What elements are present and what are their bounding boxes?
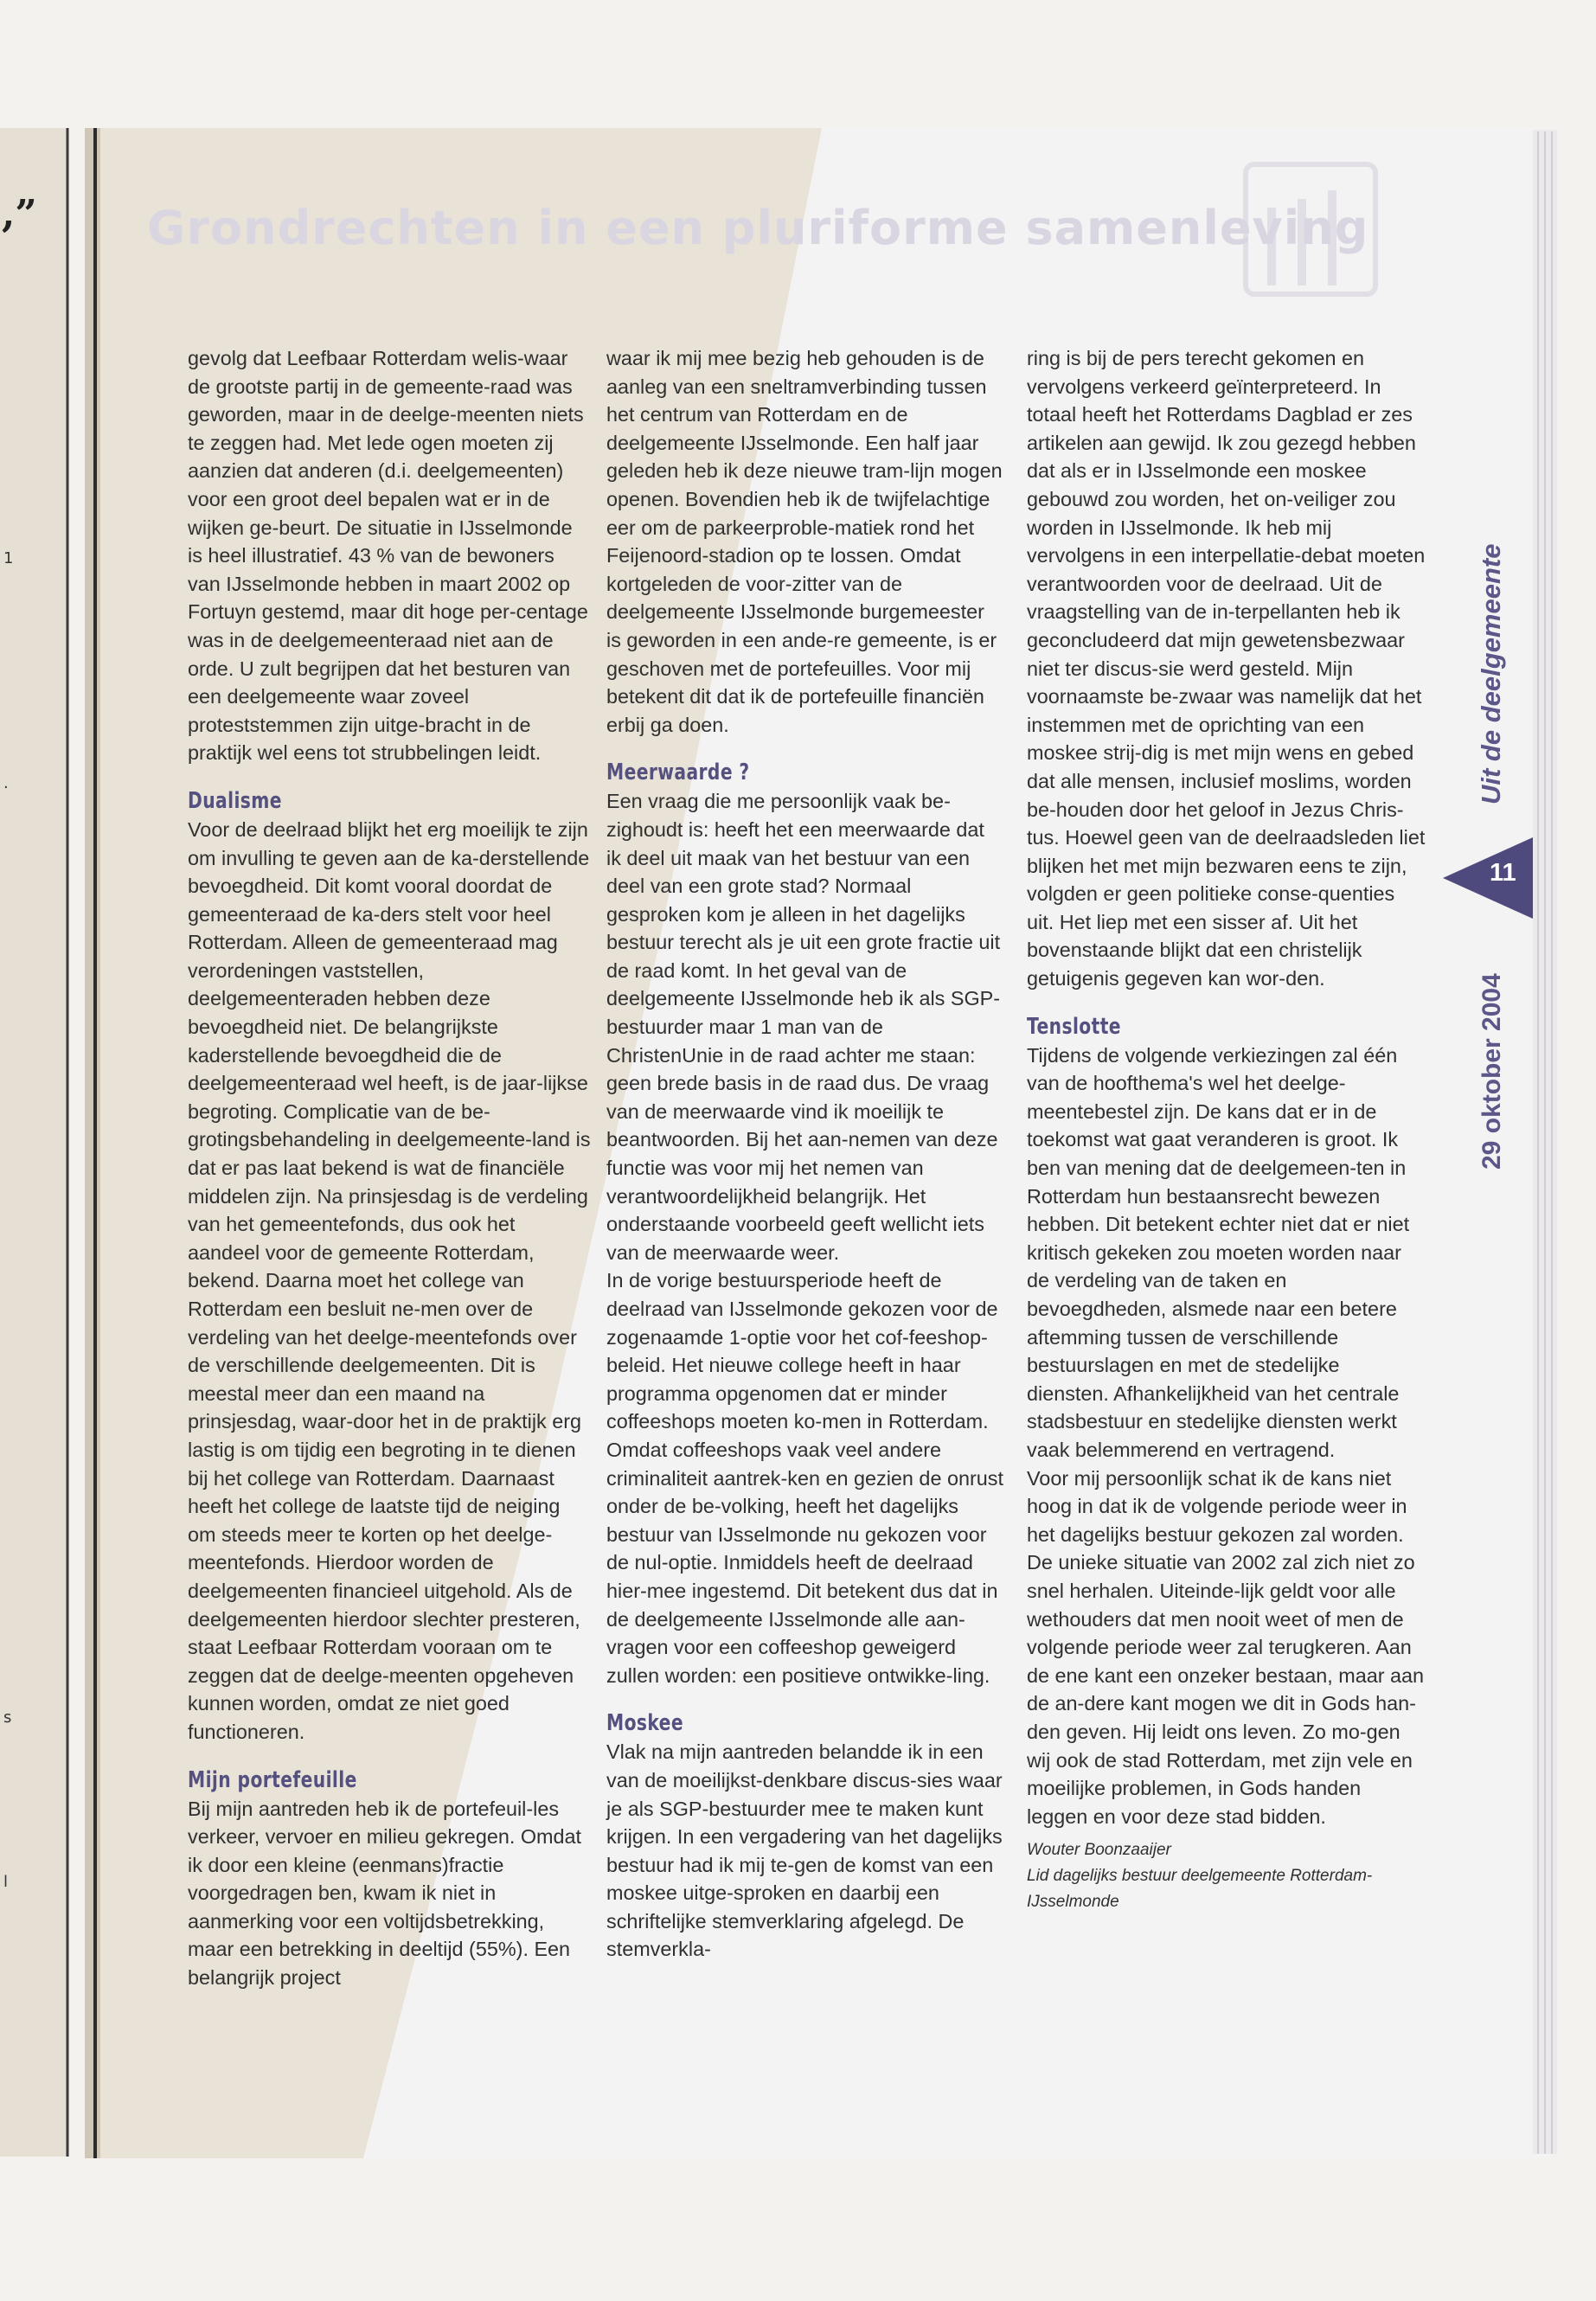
paragraph: Voor mij persoonlijk schat ik de kans niet hoog in dat ik de volgende periode weer in het dagelijks bestuur gekozen zal worden. De unieke situatie van 2002 zal zich niet zo snel herhalen. Uiteinde-lijk geldt voor alle wethouders dat men nooit weet of men de volgende periode weer zal terugkeren. Aan de ene kant een onzeker bestaan, maar aan de an-dere kant mogen we dit in Gods han-den geven. Hij leidt ons leven. Zo mo-gen wij ook de stad Rotterdam, met zijn vele en moeilijke problemen, in Gods handen leggen en voor deze stad bidden. (1027, 1466, 1425, 1828)
page-number: 11 (1490, 859, 1516, 887)
facing-page-quote-mark: ,” (2, 192, 37, 236)
left-facing-page (0, 128, 67, 2157)
paragraph: Vlak na mijn aantreden belandde ik in een van de moeilijkst-denkbare discus-sies waar je als SGP-bestuurder mee te maken kunt krijgen. In een vergadering van het dagelijks bestuur had ik mij te-gen de komst van een moskee uitge-sproken en daarbij een schriftelijke stemverklaring afgelegd. De stemverkla- (606, 1740, 1003, 1961)
facing-page-edge-char: s (3, 1708, 12, 1727)
subheading-tenslotte: Tenslotte (1027, 1013, 1121, 1040)
paragraph: In de vorige bestuursperiode heeft de deelraad van IJsselmonde gekozen voor de zogenaamde 1-optie voor het cof-feeshop-beleid. Het nieuwe college heeft in haar programma opgenomen dat er minder coffeeshops moeten ko-men in Rotterdam. Omdat coffeeshops vaak veel andere criminaliteit aantrek-ken en gezien de onrust onder de be-volking, heeft het dagelijks bestuur van IJsselmonde nu gekozen voor de nul-optie. Inmiddels heeft de deelraad hier-mee ingestemd. Dit betekent dus dat in de deelgemeente IJsselmonde alle aan-vragen voor een coffeeshop geweigerd zullen worden: een positieve ontwikke-ling. (606, 1269, 1003, 1687)
subheading-dualisme: Dualisme (188, 787, 282, 814)
subheading-portefeuille: Mijn portefeuille (188, 1766, 357, 1793)
facing-page-edge-char: 1 (3, 549, 14, 567)
article-column-1 (188, 344, 593, 1992)
subheading-meerwaarde: Meerwaarde ? (606, 760, 750, 786)
article-column-2 (606, 344, 1004, 1964)
facing-page-edge-char: l (3, 1873, 9, 1891)
paragraph: ring is bij de pers terecht gekomen en vervolgens verkeerd geïnterpreteerd. In totaal heeft het Rotterdams Dagblad er zes artikelen aan gewijd. Ik zou gezegd hebben dat als er in IJsselmonde een moskee gebouwd zou worden, het on-veiliger zou worden in IJsselmonde. Ik heb mij vervolgens in een interpellatie-debat moeten verantwoorden voor de deelraad. Uit de vraagstelling van de in-terpellanten heb ik geconcludeerd dat mijn gewetensbezwaar niet ter discus-sie werd gesteld. Mijn voornaamste be-zwaar was namelijk dat het instemmen met de oprichting van een moskee strij-dig is met mijn wens en gebed dat alle mensen, inclusief moslims, worden be-houden door het geloof in Jezus Chris-tus. Hoewel geen van de deelraadsleden liet blijken het met mijn bezwaren eens te zijn, volgden er geen politieke conse-quenties uit. Het liep met een sisser af. Uit het bovenstaande blijkt dat een christelijk getuigenis gegeven kan wor-den. (1027, 347, 1426, 990)
article-column-3 (1027, 344, 1426, 1915)
paragraph: waar ik mij mee bezig heb gehouden is de aanleg van een sneltramverbinding tussen het centrum van Rotterdam en de deelgemeente IJsselmonde. Een half jaar geleden heb ik deze nieuwe tram-lijn mogen openen. Bovendien heb ik de twijfelachtige eer om de parkeerproble-matiek rond het Feijenoord-stadion op te lossen. Omdat kortgeleden de voor-zitter van de deelgemeente IJsselmonde burgemeester is geworden in een ande-re gemeente, is er geschoven met de portefeuilles. Voor mij betekent dit dat ik de portefeuille financiën erbij ga doen. (606, 347, 1003, 736)
subheading-moskee: Moskee (606, 1710, 683, 1737)
author-role: Lid dagelijks bestuur deelgemeente Rotterdam-IJsselmonde (1027, 1867, 1373, 1912)
gutter-shadow (85, 128, 100, 2158)
paragraph: gevolg dat Leefbaar Rotterdam welis-waar de grootste partij in de gemeente-raad was geworden, maar in de deelge-meenten niets te zeggen had. Met lede ogen moeten zij aanzien dat anderen (d.i. deelgemeenten) voor een groot deel bepalen wat er in de wijken ge-beurt. De situatie in IJsselmonde is heel illustratief. 43 % van de bewoners van IJsselmonde hebben in maart 2002 op Fortuyn gestemd, maar dit hoge per-centage was in de deelgemeenteraad niet aan de orde. U zult begrijpen dat het besturen van een deelgemeente waar zoveel proteststemmen zijn uitge-bracht in de praktijk wel eens tot strubbelingen leidt. (188, 347, 588, 765)
paragraph: Een vraag die me persoonlijk vaak be-zighoudt is: heeft het een meerwaarde dat ik deel uit maak van het bestuur van een deel van een grote stad? Normaal gesproken kom je alleen in het dagelijks bestuur terecht als je uit een grote fractie uit de raad komt. In het geval van de deelgemeente IJsselmonde heb ik als SGP-bestuurder maar 1 man van de ChristenUnie in de raad achter me staan: geen brede basis in de raad dus. De vraag van de meerwaarde vind ik moeilijk te beantwoorden. Bij het aan-nemen van deze functie was voor mij het nemen van verantwoordelijkheid belangrijk. Het onderstaande voorbeeld geeft wellicht iets van de meerwaarde weer. (606, 790, 1001, 1264)
paragraph: Tijdens de volgende verkiezingen zal één van de hoofthema's wel het deelge-meentebestel zijn. De kans dat er in de toekomst wat gaat veranderen is groot. Ik ben van mening dat de deelgemeen-ten in Rotterdam hun bestaansrecht bewezen hebben. Dit betekent echter niet dat er niet kritisch gekeken zou moeten worden naar de verdeling van de taken en bevoegdheden, alsmede naar een betere aftemming tussen de verschillende bestuurslagen en met de stedelijke diensten. Afhankelijkheid van het centrale stadsbestuur en stedelijke diensten werkt vaak belemmerend en vertragend. (1027, 1043, 1410, 1461)
facing-page-edge-char: . (3, 774, 9, 792)
author-name: Wouter Boonzaaijer (1027, 1841, 1171, 1860)
issue-date: 29 oktober 2004 (1477, 973, 1506, 1170)
paragraph: Bij mijn aantreden heb ik de portefeuil-les verkeer, vervoer en milieu gekregen. Omdat ik door een kleine (eenmans)fractie voorgedragen ben, kwam ik niet in aanmerking voor een voltijdsbetrekking, maar een betrekking in deeltijd (55%). Een belangrijk project (188, 1797, 582, 1990)
section-label: Uit de deelgemeente (1476, 543, 1506, 804)
faint-header-title: Grondrechten in een pluriforme samenleving (147, 201, 1369, 255)
paragraph: Voor de deelraad blijkt het erg moeilijk te zijn om invulling te geven aan de ka-derstellende bevoegdheid. Dit komt vooral doordat de gemeenteraad de ka-ders stelt voor heel Rotterdam. Alleen de gemeenteraad mag verordeningen vaststellen, deelgemeenteraden hebben deze bevoegdheid niet. De belangrijkste kaderstellende bevoegdheid die de deelgemeenteraad wel heeft, is de jaar-lijkse begroting. Complicatie van de be-grotingsbehandeling in deelgemeente-land is dat er pas laat bekend is wat de financiële middelen zijn. Na prinsjesdag is de verdeling van het gemeentefonds, dus ook het aandeel voor de gemeente Rotterdam, bekend. Daarna moet het college van Rotterdam een besluit ne-men over de verdeling van het deelge-meentefonds over de verschillende deelgemeenten. Dit is meestal meer dan een maand na prinsjesdag, waar-door het in de praktijk erg lastig is om tijdig een begroting in te dienen bij het college van Rotterdam. Daarnaast heeft het college de laatste tijd de neiging om steeds meer te korten op het deelge-meentefonds. Hierdoor worden de deelgemeenten financieel uitgehold. Als de deelgemeenten hierdoor slechter presteren, staat Leefbaar Rotterdam vooraan om te zeggen dat de deelge-meenten opgeheven kunnen worden, omdat ze niet goed functioneren. (188, 817, 591, 1743)
